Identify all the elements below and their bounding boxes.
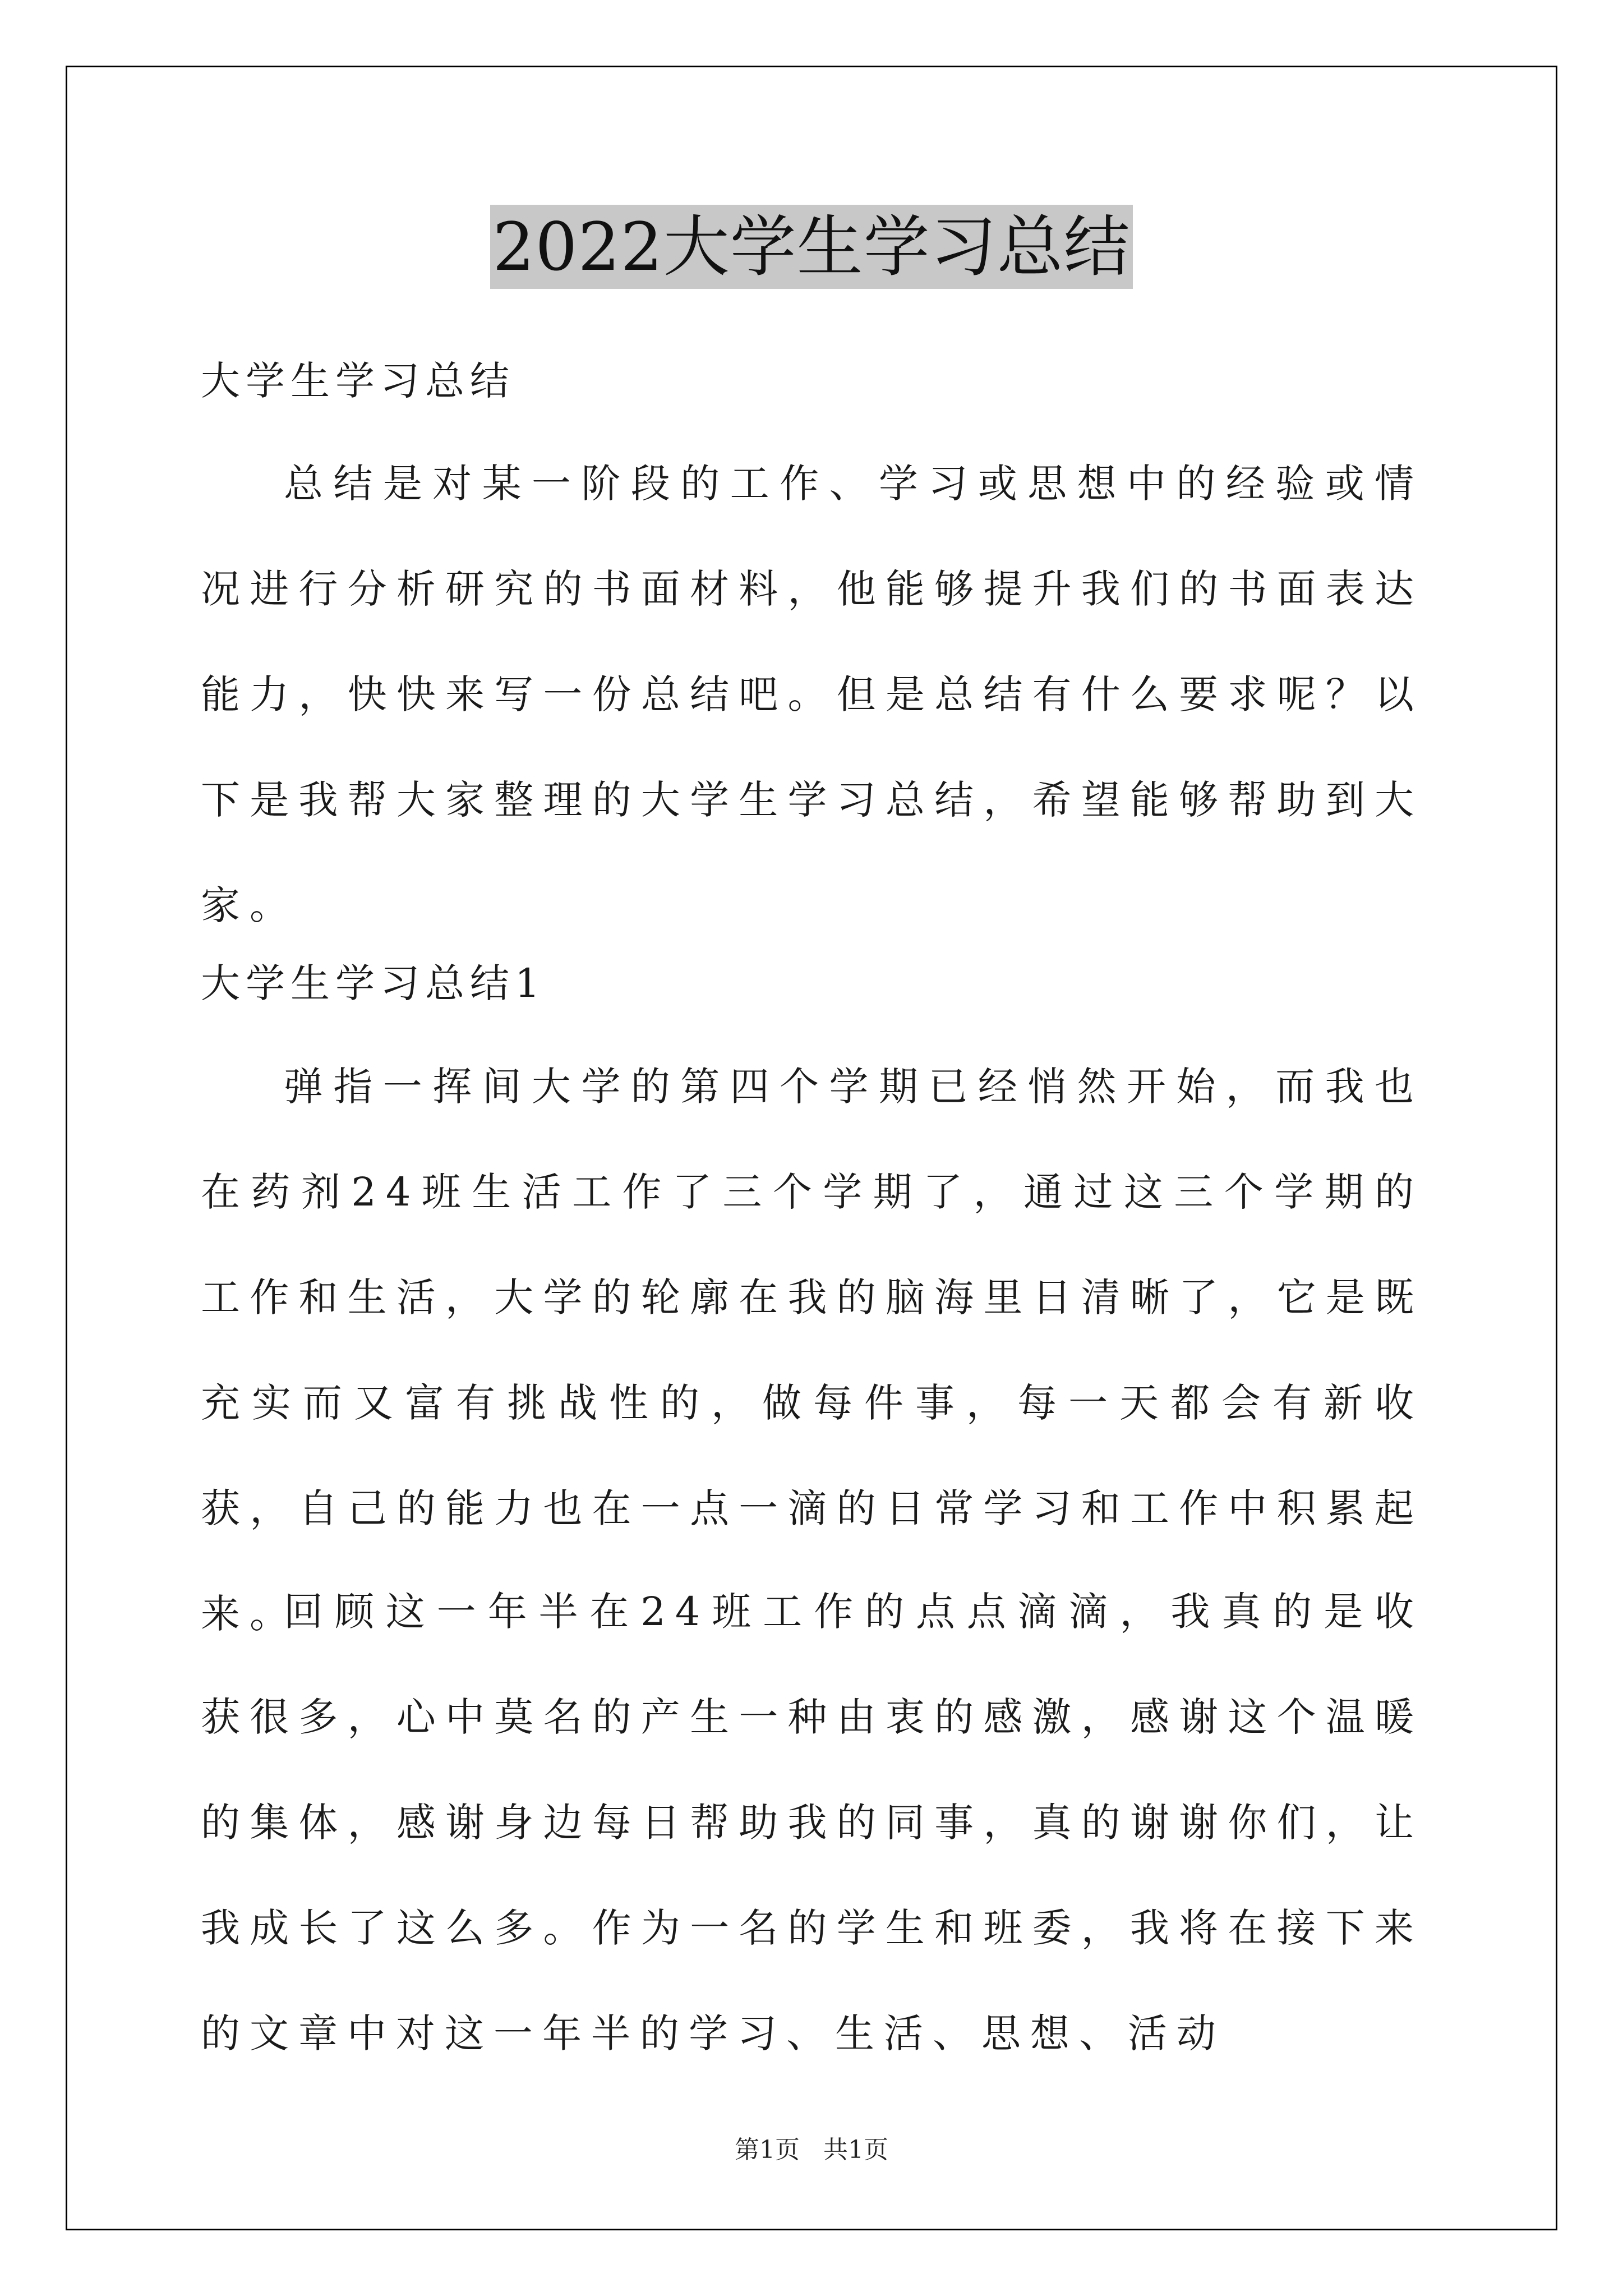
section-1-paragraph-2: 回顾这一年半在24班工作的点点滴滴，我真的是收获很多，心中莫名的产生一种由衷的感激，感谢这个温暖的集体，感谢身边每日帮助我的同事，真的谢谢你们，让我成长了这么多。作为一名的学生和班委，我将在接下来的文章中对这一年半的学习、生活、思想、活动 xyxy=(201,1589,1423,2056)
intro-paragraph: 总结是对某一阶段的工作、学习或思想中的经验或情况进行分析研究的书面材料，他能够提升我们的书面表达能力，快快来写一份总结吧。但是总结有什么要求呢？以下是我帮大家整理的大学生学习总结，希望能够帮助到大家。 xyxy=(201,461,1423,928)
title-container xyxy=(0,205,1623,289)
page-footer: 第1页 共1页 xyxy=(735,2136,888,2164)
section-1-paragraph-1: 弹指一挥间大学的第四个学期已经悄然开始，而我也在药剂24班生活工作了三个学期了，通过这三个学期的工作和生活，大学的轮廓在我的脑海里日清晰了，它是既充实而又富有挑战性的，做每件事，每一天都会有新收获，自己的能力也在一点一滴的日常学习和工作中积累起来。 xyxy=(201,1064,1423,1637)
section-1-heading: 大学生学习总结1 xyxy=(201,960,546,1006)
document-title: 2022大学生学习总结 xyxy=(490,205,1132,289)
intro-heading: 大学生学习总结 xyxy=(201,358,515,404)
